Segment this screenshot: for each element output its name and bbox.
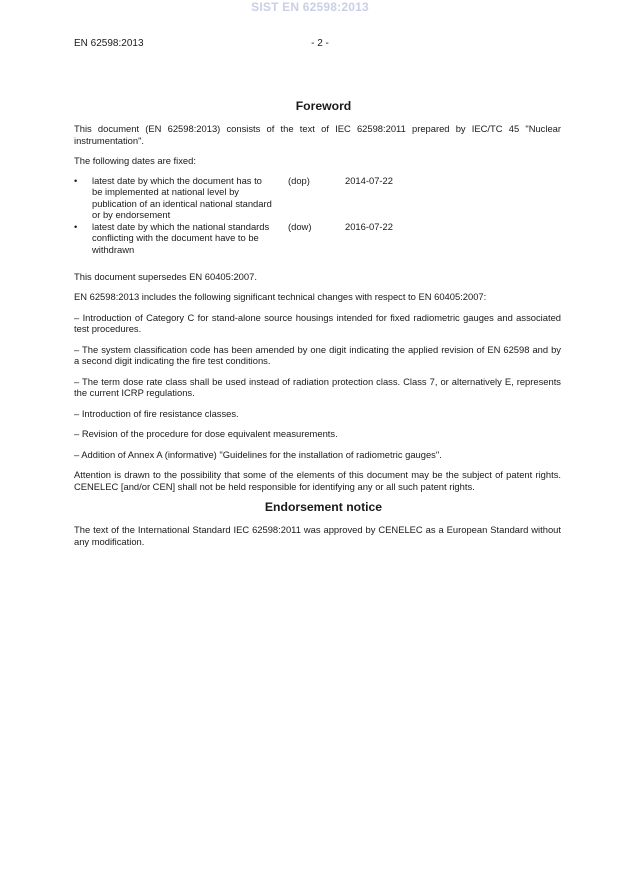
endorsement-text: The text of the International Standard IEC 62598:2011 was approved by CENELEC as a European Standard without any modification. [74, 524, 561, 547]
date-item-dop [74, 175, 561, 221]
change-item: – The system classification code has been amended by one digit indicating the applied revision of EN 62598 and by a second digit indicating the fire test conditions. [74, 343, 561, 366]
changes-intro: EN 62598:2013 includes the following significant technical changes with respect to EN 60405:2007: [74, 291, 487, 302]
foreword-title: Foreword [295, 99, 352, 113]
dates-intro: The following dates are fixed: [74, 155, 196, 166]
change-item: – Addition of Annex A (informative) "Guidelines for the installation of radiometric gauges". [74, 448, 442, 460]
change-item: – Introduction of fire resistance classes. [74, 407, 239, 419]
date-description: latest date by which the document has to be implemented at national level by publication of an identical national standard or by endorsement [92, 174, 272, 220]
bullet-icon: • [74, 220, 78, 232]
supersedes-text: This document supersedes EN 60405:2007. [74, 270, 257, 282]
endorsement-title: Endorsement notice [264, 500, 383, 514]
date-description: latest date by which the national standards conflicting with the document have to be withdrawn [92, 220, 270, 255]
header-doc-id: EN 62598:2013 [74, 38, 144, 49]
date-item-dow [74, 221, 561, 256]
date-code: (dow) [288, 220, 312, 232]
date-code: (dop) [288, 174, 310, 186]
attention-text: Attention is drawn to the possibility that some of the elements of this document may be the subject of patent rights. CENELEC [and/or CEN] shall not be held responsible for identifying any or all such patent rights. [74, 469, 561, 492]
change-item: – Introduction of Category C for stand-alone source housings intended for fixed radiometric gauges and associated test procedures. [74, 311, 561, 334]
date-value: 2016-07-22 [345, 220, 393, 232]
change-item: – Revision of the procedure for dose equivalent measurements. [74, 428, 338, 439]
bullet-icon: • [74, 174, 78, 186]
foreword-intro: This document (EN 62598:2013) consists of the text of IEC 62598:2011 prepared by IEC/TC 45 "Nuclear instrumentation". [74, 123, 561, 146]
document-body [74, 99, 561, 547]
change-item: – The term dose rate class shall be used instead of radiation protection class. Class 7, or alternatively E, represents the current ICRP regulations. [74, 375, 561, 398]
date-value: 2014-07-22 [345, 174, 393, 186]
watermark: SIST EN 62598:2013 [251, 0, 369, 14]
header-page-number: - 2 - [311, 38, 329, 49]
dates-list [74, 175, 561, 256]
